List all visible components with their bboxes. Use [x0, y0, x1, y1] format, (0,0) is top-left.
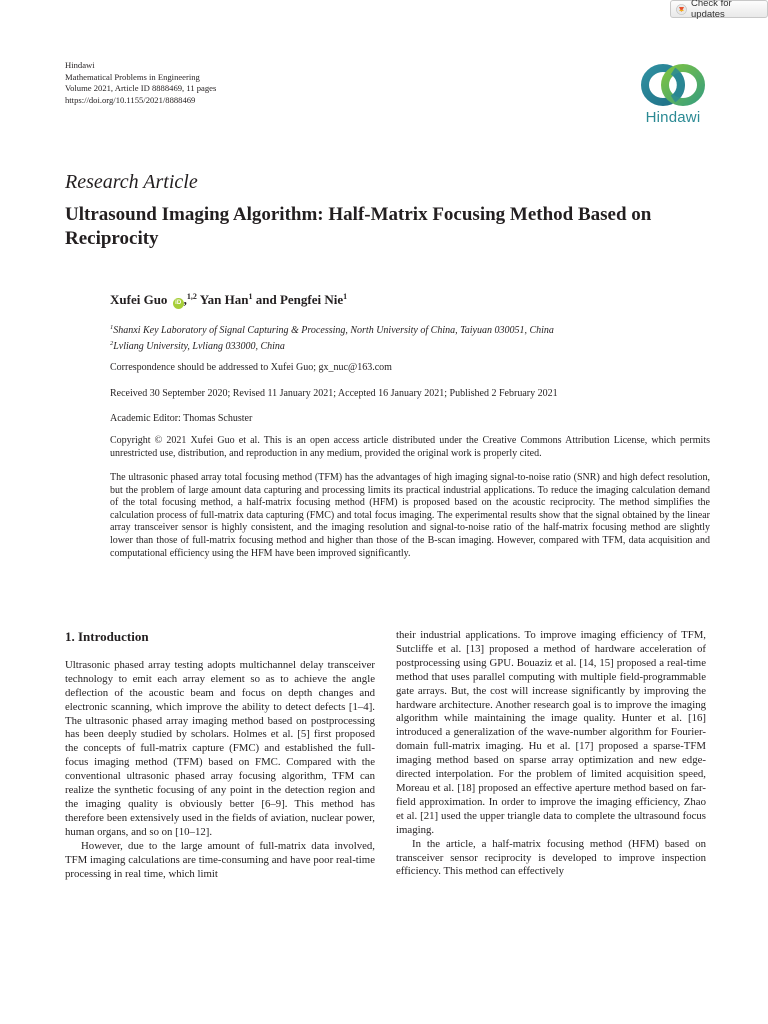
check-updates-label: Check for updates: [691, 0, 732, 20]
author-affil-marker: 1: [343, 292, 348, 301]
publisher-name: Hindawi: [65, 60, 95, 70]
affiliation-item: $^2$Lvliang University, Lvliang 033000, China: [110, 339, 285, 352]
author-name[interactable]: Xufei Guo: [110, 292, 168, 307]
author-name[interactable]: Yan Han: [199, 292, 249, 307]
abstract: The ultrasonic phased array total focusing method (TFM) has the advantages of high imaging signal-to-noise ratio (SNR) and high defect resolution, but the problem of large amount data capturing and processing limits its practical industrial applications. To reduce the imaging calculation demand of the total focusing method, a half-matrix focusing method (HFM) is proposed based on the acoustic reciprocity. The method simplifies the calculation process of full-matrix data capturing (FMC) and total focus imaging. The experimental results show that the signal obtained by the linear array transceiver sensor is highly consistent, and the imaging resolution and signal-to-noise ratio of the half-matrix focusing method are slightly lower than those of full-matrix focusing method and higher than those of the B-scan imaging. However, compared with TFM, data acquisition and computational efficiency using the HFM have been improved significantly.: [110, 472, 710, 559]
article-title: Ultrasound Imaging Algorithm: Half-Matrix Focusing Method Based on Reciprocity: [65, 204, 652, 249]
author-list: Xufei Guo iD ,$^{1,2}$ Yan Han$^1$ and Pengfei Nie$^1$: [110, 292, 348, 307]
copyright-notice: Copyright © 2021 Xufei Guo et al. This is an open access article distributed under the Creative Commons Attribution License, which permits unrestricted use, distribution, and reproduction in any medium, provided the original work is properly cited.: [110, 435, 710, 459]
check-updates-icon: [676, 4, 687, 15]
volume-info: Volume 2021, Article ID 8888469, 11 pages: [65, 83, 217, 94]
author-name[interactable]: Pengfei Nie: [279, 292, 344, 307]
body-paragraph: Ultrasonic phased array testing adopts multichannel delay transceiver technology to emit each array element so as to achieve the angle deflection of the acoustic beam and focus on depth changes and electronic scanning, which improve the ability to detect defects [1–4]. The ultrasonic phased array imaging method based on postprocessing has been deeply studied by scholars. Holmes et al. [5] first proposed the concepts of full-matrix capture (FMC) and established the full-focus imaging method (TFM) based on FMC. Compared with the conventional ultrasonic phased array focusing algorithm, TFM can realize the synthetic focusing of any point in the detection region and the imaging quality is obviously better [6–9]. This method has therefore been extensively used in the fields of aviation, nuclear power, human organs, and so on [10–12].: [65, 658, 375, 838]
journal-name: Mathematical Problems in Engineering: [65, 71, 200, 82]
section-heading: 1. Introduction: [65, 629, 149, 644]
affiliation-item: $^1$Shanxi Key Laboratory of Signal Capturing & Processing, North University of China, Taiyuan 030051, China: [110, 324, 554, 336]
article-type: Research Article: [65, 171, 198, 193]
body-paragraph: In the article, a half-matrix focusing method (HFM) based on transceiver sensor reciprocity is developed to improve inspection efficiency. This method can effectively: [396, 837, 706, 878]
author-affil-marker: 1,2: [186, 292, 197, 301]
author-affil-marker: 1: [248, 292, 253, 301]
publication-dates: Received 30 September 2020; Revised 11 January 2021; Accepted 16 January 2021; Published 2 February 2021: [110, 388, 558, 399]
hindawi-logo[interactable]: [636, 62, 710, 126]
hindawi-logo-icon: [640, 62, 706, 108]
body-paragraph: However, due to the large amount of full-matrix data involved, TFM imaging calculations are time-consuming and have poor real-time processing in real time, which limit: [65, 839, 375, 880]
doi-link[interactable]: https://doi.org/10.1155/2021/8888469: [65, 94, 196, 105]
journal-meta: [65, 60, 216, 106]
academic-editor: Academic Editor: Thomas Schuster: [110, 413, 253, 424]
body-paragraph: their industrial applications. To improve imaging efficiency of TFM, Sutcliffe et al. [13] proposed a method of hardware acceleration of postprocessing using GPU. Bouaziz et al. [14, 15] proposed a real-time method that uses parallel computing with multiple field-programmable gate arrays. But, the cost will increase significantly by improving the hardware architecture. Another research goal is to improve the imaging algorithm while maintaining the image quality. Hunter et al. [16] introduced a generalization of the wave-number algorithm for Fourier-domain full-matrix imaging. Hu et al. [17] proposed a sparse-TFM imaging method based on sparse array optimization and new edge-directed interpolation. For the problem of limited acquisition speed, Moreau et al. [18] proposed an effective aperture method based on far-field approximation. In order to improve the imaging efficiency, Zhao et al. [21] used the upper triangle data to complete the ultrasound focus imaging.: [396, 629, 706, 836]
check-for-updates-button[interactable]: [670, 0, 768, 18]
orcid-icon[interactable]: iD: [173, 298, 184, 309]
hindawi-logo-text: Hindawi: [645, 109, 701, 126]
body-column-right: [396, 629, 706, 879]
correspondence: Correspondence should be addressed to Xufei Guo; gx_nuc@163.com: [110, 362, 392, 373]
affiliations: [110, 322, 710, 353]
body-column-left: [65, 630, 375, 881]
